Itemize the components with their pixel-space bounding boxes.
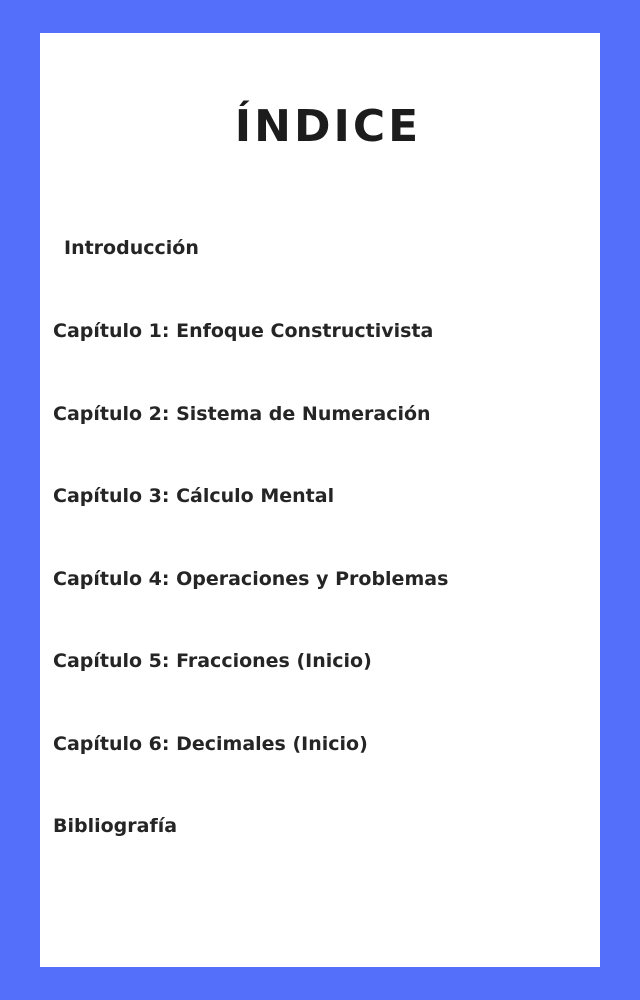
toc-item-capitulo-1: Capítulo 1: Enfoque Constructivista (53, 320, 434, 342)
toc-item-capitulo-3: Capítulo 3: Cálculo Mental (53, 485, 335, 507)
toc-item-capitulo-5: Capítulo 5: Fracciones (Inicio) (53, 650, 372, 672)
page-title: ÍNDICE (234, 101, 422, 152)
toc-item-introduccion: Introducción (64, 237, 199, 259)
toc-item-capitulo-4: Capítulo 4: Operaciones y Problemas (53, 568, 449, 590)
index-page (40, 33, 600, 967)
toc-item-capitulo-2: Capítulo 2: Sistema de Numeración (53, 403, 431, 425)
toc-item-capitulo-6: Capítulo 6: Decimales (Inicio) (53, 733, 368, 755)
toc-item-bibliografia: Bibliografía (53, 815, 178, 837)
